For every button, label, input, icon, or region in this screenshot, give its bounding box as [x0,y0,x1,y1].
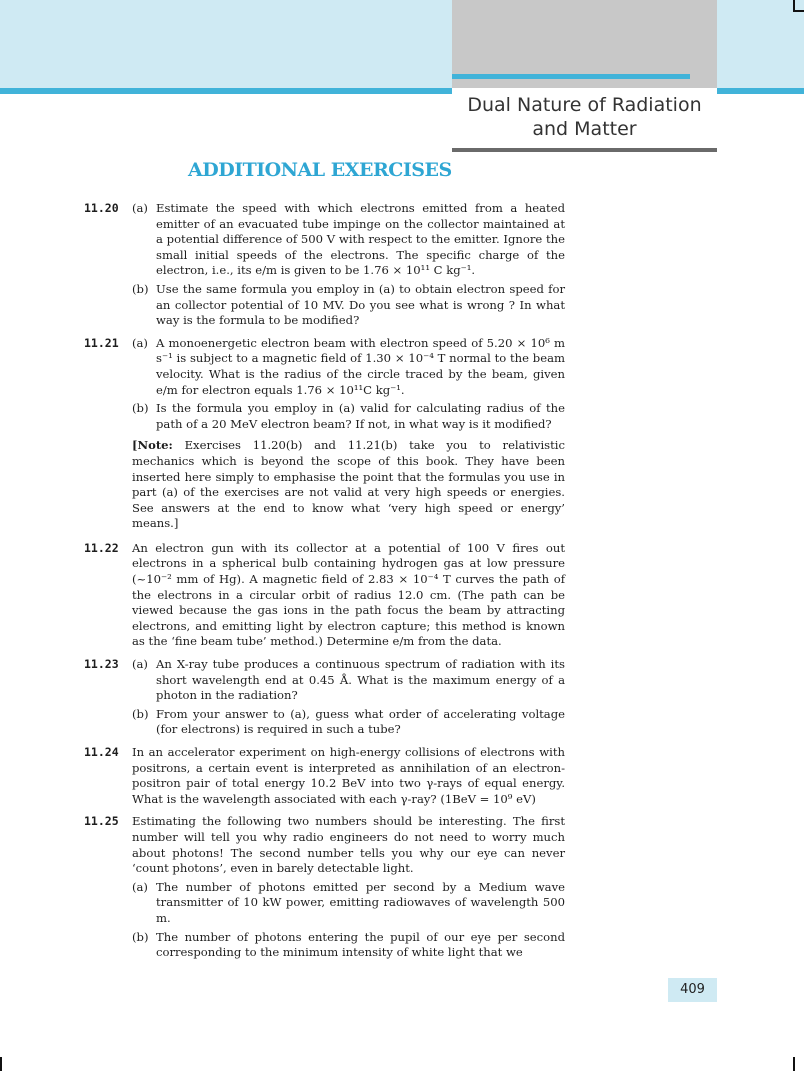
exercise-number: 11.21 [84,335,119,350]
exercise-text: A monoenergetic electron beam with electron speed of 5.20 × 10⁶ m s⁻¹ is subject to a magnetic field of 1.30 × 10⁻⁴ T normal to the beam velocity. What is the radius of the circle traced by the beam, given e/m for electron equals 1.76 × 10¹¹C kg⁻¹. [156,335,565,397]
exercise-text: In an accelerator experiment on high-energy collisions of electrons with positrons, a certain event is interpreted as annihilation of an electron-positron pair of total energy 10.2 BeV into two γ-rays of equal energy. What is the wavelength associated with each γ-ray? (1BeV = 10⁹ eV) [132,745,565,806]
exercise-11-21 [84,336,565,537]
exercise-11-22 [84,541,565,653]
exercise-11-20 [84,201,565,332]
chapter-title-line2: and Matter [532,118,637,140]
exercise-number: 11.22 [84,540,119,555]
crop-mark [793,10,804,12]
part-label: (b) [132,929,149,944]
exercise-number: 11.25 [84,814,119,829]
chapter-title [452,93,717,141]
exercise-number: 11.24 [84,745,119,759]
crop-mark [793,1057,795,1071]
part-label: (a) [132,335,148,350]
exercise-list [84,201,565,968]
exercise-text: An X-ray tube produces a continuous spectrum of radiation with its short wavelength end at 0.45 Å. What is the maximum energy of a photon in the radiation? [156,657,565,703]
exercise-text: The number of photons emitted per second by a Medium wave transmitter of 10 kW power, emitting radiowaves of wavelength 500 m. [156,879,565,925]
note-label: [Note: [132,438,173,453]
exercise-11-25 [84,814,565,963]
part-label: (b) [132,281,149,296]
exercise-text: An electron gun with its collector at a potential of 100 V fires out electrons in a spherical bulb containing hydrogen gas at low pressure (~10⁻² mm of Hg). A magnetic field of 2.83 × 10⁻⁴ T curves the path of the electrons in a circular orbit of radius 12.0 cm. (The path can be viewed because the gas ions in the path focus the beam by attracting electrons, and emitting light by electron capture; this method is known as the ‘fine beam tube’ method.) Determine e/m from the data. [132,540,565,649]
section-heading: ADDITIONAL EXERCISES [188,159,452,181]
exercise-text: Estimate the speed with which electrons emitted from a heated emitter of an evacuated tube impinge on the collector maintained at a potential difference of 500 V with respect to the emitter. Ignore the small initial speeds of the electrons. The specific charge of the electron, i.e., its e/m is given to be 1.76 × 10¹¹ C kg⁻¹. [156,201,565,278]
exercise-11-24 [84,745,565,810]
note [132,438,565,532]
part-label: (a) [132,879,148,894]
exercise-text: Is the formula you employ in (a) valid for calculating radius of the path of a 20 MeV electron beam? If not, in what way is it modified? [156,401,565,431]
chapter-title-line1: Dual Nature of Radiation [467,94,702,116]
page-number: 409 [668,978,717,1002]
exercise-text: The number of photons entering the pupil of our eye per second corresponding to the minimum intensity of white light that we [156,929,565,960]
exercise-text: Estimating the following two numbers should be interesting. The first number will tell you why radio engineers do not need to worry much about photons! The second number tells you why our eye can never ‘count photons’, even in barely detectable light. [132,814,565,876]
exercise-number: 11.23 [84,657,119,672]
chapter-tab-rule [452,74,690,79]
part-label: (a) [132,657,148,672]
exercise-text: Use the same formula you employ in (a) to obtain electron speed for an collector potential of 10 MV. Do you see what is wrong ? In what way is the formula to be modified? [156,281,565,328]
part-label: (b) [132,706,149,721]
note-text: Exercises 11.20(b) and 11.21(b) take you to relativistic mechanics which is beyond the scope of this book. They have been inserted here simply to emphasise the point that the formulas you use in part (a) of the exercises are not valid at very high speeds or energies. See answers at the end to know what ‘very high speed or energy’ means.] [132,438,565,531]
exercise-text: From your answer to (a), guess what order of accelerating voltage (for electrons) is required in such a tube? [156,706,565,737]
exercise-number: 11.20 [84,201,119,215]
part-label: (a) [132,201,148,215]
exercise-11-23 [84,657,565,741]
chapter-title-underline [452,148,717,152]
part-label: (b) [132,401,149,416]
crop-mark [0,1057,2,1071]
